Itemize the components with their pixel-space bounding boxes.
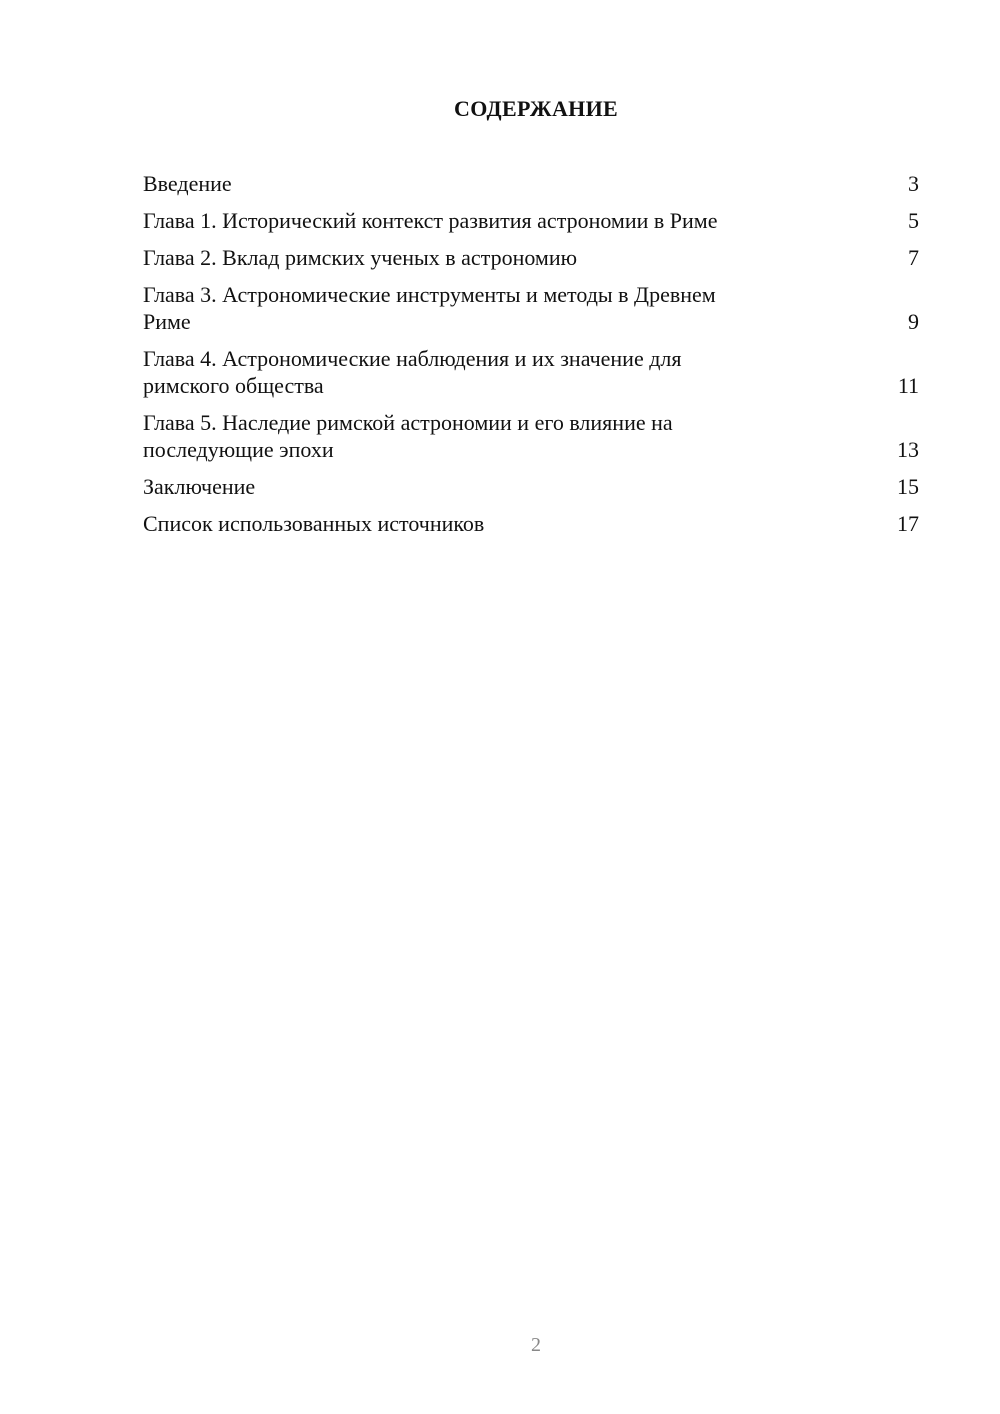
toc-entry-label: Введение — [143, 171, 232, 196]
toc-entry-label: Глава 4. Астрономические наблюдения и их значение для римского общества — [143, 346, 682, 398]
table-of-contents — [143, 170, 919, 547]
toc-entry-page: 17 — [897, 511, 919, 536]
toc-entry-page: 15 — [897, 474, 919, 499]
toc-entry-chapter-4 — [143, 345, 919, 399]
toc-entry-chapter-1 — [143, 207, 919, 234]
toc-entry-chapter-5 — [143, 409, 919, 463]
toc-entry-page: 11 — [897, 373, 919, 398]
page-title: СОДЕРЖАНИЕ — [454, 96, 618, 121]
toc-entry-chapter-3 — [143, 281, 919, 335]
toc-entry-page: 5 — [908, 208, 919, 233]
toc-entry-label: Список использованных источников — [143, 511, 485, 536]
toc-entry-page: 13 — [897, 437, 919, 462]
toc-entry-label: Глава 3. Астрономические инструменты и методы в Древнем Риме — [143, 282, 716, 334]
toc-entry-page: 3 — [908, 171, 919, 196]
toc-entry-chapter-2 — [143, 244, 919, 271]
toc-entry-page: 7 — [908, 245, 919, 270]
toc-entry-label: Глава 5. Наследие римской астрономии и его влияние на последующие эпохи — [143, 410, 673, 462]
toc-entry-label: Заключение — [143, 474, 256, 499]
toc-entry-references — [143, 510, 919, 537]
toc-entry-label: Глава 2. Вклад римских ученых в астрономию — [143, 245, 578, 270]
page-number: 2 — [531, 1334, 541, 1356]
toc-entry-label: Глава 1. Исторический контекст развития астрономии в Риме — [143, 208, 718, 233]
toc-entry-introduction — [143, 170, 919, 197]
toc-entry-conclusion — [143, 473, 919, 500]
toc-entry-page: 9 — [908, 309, 919, 334]
